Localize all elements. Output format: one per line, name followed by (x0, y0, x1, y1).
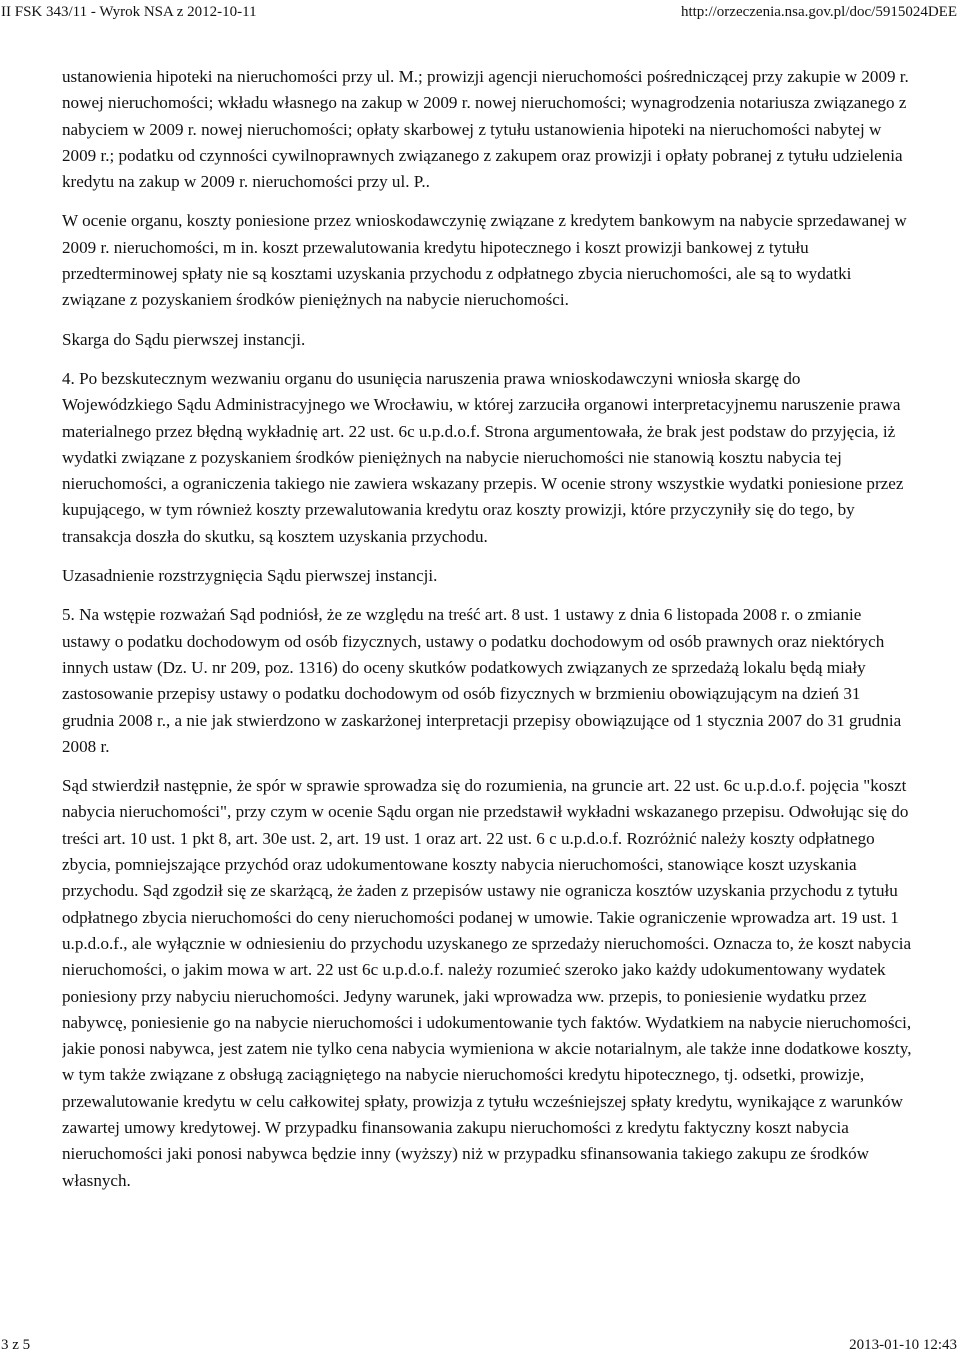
print-datetime: 2013-01-10 12:43 (849, 1337, 957, 1353)
paragraph-fees-list: ustanowienia hipoteki na nieruchomości przy ul. M.; prowizji agencji nieruchomości pośredniczącej przy zakupie w 2009 r. nowej nieruchomości; wkładu własnego na zakup w 2009 r. nowej nieruchomości; wynagrodzenia notariusza związanego z nabyciem w 2009 r. nowej nieruchomości; opłaty skarbowej z tytułu ustanowienia hipoteki na nieruchomości nabytej w 2009 r.; podatku od czynności cywilnoprawnych związanego z zakupem oraz prowizji i opłaty pobranej z tytułu udzielenia kredytu na zakup w 2009 r. nieruchomości przy ul. P.. (62, 67, 909, 192)
paragraph-point-5: 5. Na wstępie rozważań Sąd podniósł, że ze względu na treść art. 8 ust. 1 ustawy z dnia 6 listopada 2008 r. o zmianie ustawy o podatku dochodowym od osób fizycznych, ustawy o podatku dochodowym od osób prawnych oraz niektórych innych ustaw (Dz. U. nr 209, poz. 1316) do oceny skutków podatkowych związanych ze sprzedażą lokalu będą miały zastosowanie przepisy ustawy o podatku dochodowym od osób fizycznych w brzmieniu obowiązującym na dzień 31 grudnia 2008 r., a nie jak stwierdzono w zaskarżonej interpretacji przepisy obowiązujące od 1 stycznia 2007 do 31 grudnia 2008 r. (62, 605, 902, 756)
paragraph-point-4: 4. Po bezskutecznym wezwaniu organu do usunięcia naruszenia prawa wnioskodawczyni wniosła skargę do Wojewódzkiego Sądu Administracyjnego we Wrocławiu, w której zarzuciła organowi interpretacyjnemu naruszenie prawa materialnego przez błędną wykładnię art. 22 ust. 6c u.p.d.o.f. Strona argumentowała, że brak jest podstaw do przyjęcia, iż wydatki związane z pozyskaniem środków pieniężnych na nabycie nieruchomości nie stanowią kosztu nabycia tej nieruchomości, a ograniczenia takiego nie zawiera wskazany przepis. W ocenie strony wszystkie wydatki poniesione przez kupującego, w tym również koszty przewalutowania kredytu oraz koszty prowizji, które przyczyniły się do tego, by transakcja doszła do skutku, są kosztem uzyskania przychodu. (62, 368, 904, 546)
document-title: II FSK 343/11 - Wyrok NSA z 2012-10-11 (1, 4, 257, 20)
document-url[interactable]: http://orzeczenia.nsa.gov.pl/doc/5915024DEE (680, 4, 957, 20)
document-body (62, 64, 912, 1306)
paragraph-organ-opinion: W ocenie organu, koszty poniesione przez wnioskodawczynię związane z kredytem bankowym na nabycie sprzedawanej w 2009 r. nieruchomości, m in. koszt przewalutowania kredytu hipotecznego i koszt prowizji bankowej z tytułu przedterminowej spłaty nie są kosztami uzyskania przychodu z odpłatnego zbycia nieruchomości, ale są to wydatki związane z pozyskaniem środków pieniężnych na nabycie nieruchomości. (62, 211, 907, 310)
page-header (0, 0, 960, 24)
page-footer (0, 1333, 960, 1357)
page-number: 3 z 5 (1, 1337, 31, 1353)
section-heading-complaint: Skarga do Sądu pierwszej instancji. (62, 329, 306, 349)
paragraph-court-findings: Sąd stwierdził następnie, że spór w sprawie sprowadza się do rozumienia, na gruncie art. 22 ust. 6c u.p.d.o.f. pojęcia "koszt nabycia nieruchomości", przy czym w ocenie Sądu organ nie przedstawił wykładni wskazanego przepisu. Odwołując się do treści art. 10 ust. 1 pkt 8, art. 30e ust. 2, art. 19 ust. 1 oraz art. 22 ust. 6 c u.p.d.o.f. Rozróżnić należy koszty odpłatnego zbycia, pomniejszające przychód oraz udokumentowane koszty nabycia nieruchomości, stanowiące koszt uzyskania przychodu. Sąd zgodził się ze skarżącą, że żaden z przepisów ustawy nie ogranicza kosztów uzyskania przychodu z tytułu odpłatnego zbycia nieruchomości do ceny nieruchomości podanej w umowie. Takie ograniczenie wprowadza art. 19 ust. 1 u.p.d.o.f., ale wyłącznie w odniesieniu do przychodu uzyskanego ze sprzedaży nieruchomości. Oznacza to, że koszt nabycia nieruchomości, o jakim mowa w art. 22 ust 6c u.p.d.o.f. należy rozumieć szeroko jako każdy udokumentowany wydatek poniesiony przy nabyciu nieruchomości. Jedyny warunek, jaki wprowadza ww. przepis, to poniesienie wydatku przez nabywcę, poniesienie go na nabycie nieruchomości i udokumentowanie tych faktów. Wydatkiem na nabycie nieruchomości, jakie ponosi nabywca, jest zatem nie tylko cena nabycia wymieniona w akcie notarialnym, ale także inne dodatkowe koszty, w tym także związane z obsługą zaciągniętego na nabycie nieruchomości kredytu hipotecznego, tj. odsetki, prowizje, przewalutowanie kredytu w celu całkowitej spłaty, prowizja z tytułu wcześniejszej spłaty kredytu, wynikające z warunków zawartej umowy kredytowej. W przypadku finansowania zakupu nieruchomości z kredytu faktyczny koszt nabycia nieruchomości jaki ponosi nabywca będzie inny (wyższy) niż w przypadku sfinansowania takiego zakupu ze środków własnych. (62, 776, 912, 1190)
section-heading-justification: Uzasadnienie rozstrzygnięcia Sądu pierwszej instancji. (62, 566, 438, 586)
